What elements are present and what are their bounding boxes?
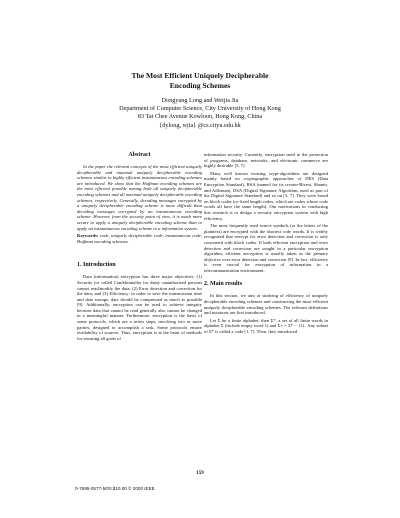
author-block: [0, 97, 400, 130]
title-line-2: Encoding Schemes: [169, 81, 231, 90]
right-para-1: information security. Currently, encryption used in the protection of programs, database, networks, and electronic commerce are highly desirable [3, 7].: [204, 152, 328, 169]
affiliation: Department of Computer Science, City University of Hong Kong: [119, 105, 281, 113]
right-column: [204, 152, 328, 337]
keywords-text: code, uniquely decipherable code, instantaneous code, Huffman encoding schemes.: [77, 233, 202, 244]
title-line-1: The Most Efficient Uniquely Decipherable: [131, 71, 269, 80]
abstract-heading: Abstract: [128, 152, 151, 158]
introduction-body: Data (information) encryption has three major objectives: (1) Security (or called Confidentiality for data): unauthorized persons cannot read/modify the data; (2) Error detection and correction for the data; and (3) Efficiency: in order to save the transmission time and data storage, data should be compressed as much as possible [9]. Additionally, encryption can be used to achieve integrity because data that cannot be read generally also cannot be changed in a meaningful manner. Furthermore, encryption is the basis of some protocols, which are a series steps, involving two or more parties, designed to accomplish a task. Some protocols ensure availability of sources. Thus, encryption is at the heart of methods for ensuring all goals of: [77, 274, 202, 341]
keywords-label: Keywords:: [77, 233, 99, 239]
abstract-body: In the paper the relevant concepts of the most efficient uniquely decipherable and maximal uniquely decipherable encoding schemes similar to highly efficient instantaneous encoding schemes are introduced. We show that the Huffman encoding schemes are the most efficient possible among both all uniquely decipherable encoding schemes and all maximal uniquely decipherable encoding schemes, respectively. Generally, decoding messages encrypted by a uniquely decipherable encoding scheme is more difficult than decoding messages encrypted by an instantaneous encoding scheme. However, from the security point of view, it is much more secure to apply a uniquely decipherable encoding scheme than to apply an instantaneous encoding scheme to a information system.: [77, 164, 202, 231]
page-number: 159: [196, 471, 204, 476]
left-column: [77, 152, 202, 343]
address: 83 Tat Chee Avenue Kowloon, Hong Kong, China: [137, 113, 263, 121]
emails: {dylong, wjia} @cs.cityu.edu.hk: [159, 121, 241, 129]
authors: Dongyang Long and Weijia Jia: [161, 97, 239, 104]
abstract-section: [77, 152, 202, 244]
right-para-5: Let Σ be a finite alphabet, then Σ*, a set of all finite words in alphabet Σ (include empty word λ) and Σ+ = Σ* − {λ}. Any subset of Σ* is called a code [1, 7]. Then, they introduced: [204, 317, 328, 335]
introduction-heading: 1. Introduction: [77, 262, 116, 269]
keywords: [77, 233, 202, 244]
right-para-3: The most frequently used source symbols (or the letters of the plaintext) are encrypted with the shortest code words. It is widely recognized that encrypt for error detection and correction is only concerned with block codes. If both efficient encryption and error detection and correction are sought in a particular encryption algorithm, efficient encryption is usually taken as the primary objective over error detection and correction [9]. In fact, efficiency is even crucial for encryption of information in a telecommunication environment.: [204, 223, 328, 273]
copyright-footer: 0-7695-0577-5/00 $10.00 © 2000 IEEE: [75, 486, 155, 491]
main-results-heading: 2. Main results: [204, 281, 243, 288]
paper-title: [0, 71, 400, 91]
right-para-4: In this section, we aim at studying of efficiency of uniquely decipherable encoding schemes and constructing the most efficient uniquely decipherable encoding schemes. The relevant definitions and notations are first introduced.: [204, 293, 328, 316]
right-para-2: Many well known existing crypt-algorithms are designed mainly based on cryptographic approaches of DES (Data Encryption Standard), RSA (named for its creator-Rivest, Shamir, and Adleman), DSA (Digital Signature Algorithm, used as part of the Digital Signature Standard) and so on [3, 7]. They were based on block codes (or fixed length codes, which are codes whose code words all have the same length). Our motivations in conducting this research is to design a security encryption system with high efficiency.: [204, 170, 328, 221]
introduction-section: [77, 262, 202, 341]
